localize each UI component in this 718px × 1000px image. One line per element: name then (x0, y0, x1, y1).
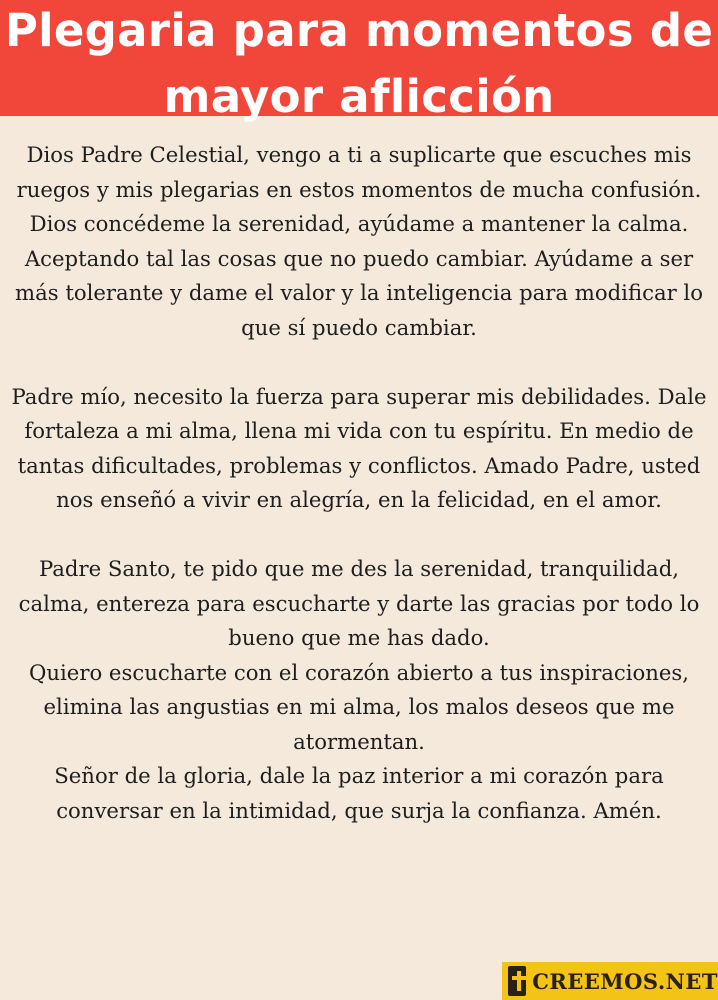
title-banner (0, 0, 718, 123)
brand-watermark (502, 962, 718, 1000)
paragraph-spacer (10, 345, 708, 380)
prayer-line: Padre Santo, te pido que me des la serenidad, tranquilidad, calma, entereza para escucharte y darte las gracias por todo lo bueno que me has dado. (18, 556, 700, 650)
page-title-line-1: Plegaria para momentos de (4, 4, 714, 57)
paragraph-spacer (10, 518, 708, 553)
prayer-line: Padre mío, necesito la fuerza para superar mis debilidades. Dale fortaleza a mi alma, llena mi vida con tu espíritu. En medio de tantas dificultades, problemas y conflictos. Amado Padre, usted nos enseñó a vivir en alegría, en la felicidad, en el amor. (11, 383, 707, 512)
prayer-line: Quiero escucharte con el corazón abierto a tus inspiraciones, elimina las angustias en mi alma, los malos deseos que me atormentan. (28, 659, 690, 754)
prayer-line: Dios Padre Celestial, vengo a ti a suplicarte que escuches mis ruegos y mis plegarias en estos momentos de mucha confusión. (16, 142, 702, 202)
prayer-line: Dios concédeme la serenidad, ayúdame a mantener la calma. Aceptando tal las cosas que no puedo cambiar. Ayúdame a ser más tolerante y dame el valor y la inteligencia para modificar lo que sí puedo cambiar. (15, 211, 703, 340)
bible-cross-icon (508, 966, 526, 996)
page-title-line-2: mayor aflicción (163, 70, 555, 123)
prayer-line: Señor de la gloria, dale la paz interior a mi corazón para conversar en la intimidad, que surja la confianza. Amén. (54, 763, 664, 823)
prayer-text (10, 138, 708, 828)
brand-label: CREEMOS.NET (532, 968, 718, 994)
page-title (0, 0, 718, 130)
